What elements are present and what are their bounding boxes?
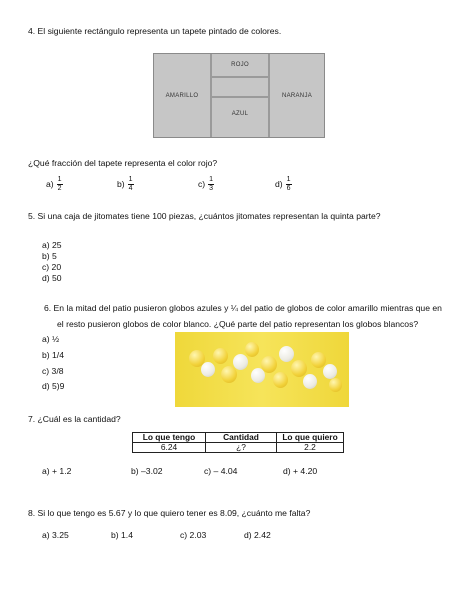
balloons-photo	[175, 332, 349, 407]
balloon	[273, 372, 288, 388]
q7-option-c[interactable]: c) – 4.04	[204, 466, 238, 476]
balloon	[329, 378, 342, 392]
q8-option-a[interactable]: a) 3.25	[42, 530, 69, 540]
q6-option-d[interactable]: d) 5)9	[42, 381, 65, 391]
rug-diagram	[153, 53, 325, 138]
option-letter: c)	[198, 178, 206, 189]
question-5-text: 5. Si una caja de jitomates tiene 100 piezas, ¿cuántos jitomates representan la quinta parte?	[28, 211, 381, 221]
q5-option-d[interactable]: d) 50	[42, 273, 62, 283]
table-header-cell: Lo que quiero	[277, 433, 344, 443]
balloon	[213, 348, 228, 364]
fraction: $\frac{1}{2}$	[57, 176, 62, 192]
table-cell: 2.2	[277, 443, 344, 453]
fraction: $\frac{1}{6}$	[286, 176, 291, 192]
q5-option-c[interactable]: c) 20	[42, 262, 62, 272]
q6-option-c[interactable]: c) 3/8	[42, 366, 64, 376]
rug-region-rojo: ROJO	[231, 62, 249, 68]
rug-divider-middle	[210, 96, 270, 98]
question-8-text: 8. Si lo que tengo es 5.67 y lo que quiero tener es 8.09, ¿cuánto me falta?	[28, 508, 311, 518]
q4-option-b[interactable]	[117, 176, 134, 193]
table-header-row	[133, 433, 344, 443]
question-4-text: 4. El siguiente rectángulo representa un tapete pintado de colores.	[28, 26, 282, 36]
q8-option-b[interactable]: b) 1.4	[111, 530, 133, 540]
q7-option-d[interactable]: d) + 4.20	[283, 466, 318, 476]
table-header-cell: Lo que tengo	[133, 433, 206, 443]
balloon	[233, 354, 248, 370]
option-letter: d)	[275, 178, 283, 189]
question-7-text: 7. ¿Cuál es la cantidad?	[28, 414, 121, 424]
q4-option-c[interactable]	[198, 176, 214, 193]
option-letter: b)	[117, 178, 125, 189]
question-4-prompt: ¿Qué fracción del tapete representa el color rojo?	[28, 158, 218, 168]
fraction: $\frac{1}{4}$	[128, 176, 133, 192]
table-row	[133, 443, 344, 453]
rug-region-amarillo: AMARILLO	[165, 92, 199, 99]
q5-option-a[interactable]: a) 25	[42, 240, 62, 250]
rug-region-azul: AZUL	[231, 111, 249, 117]
table-cell: ¿?	[206, 443, 277, 453]
question-6-line-2: el resto pusieron globos de color blanco. ¿Qué parte del patio representan los globos blancos?	[57, 319, 419, 329]
q7-option-b[interactable]: b) –3.02	[131, 466, 163, 476]
balloon	[291, 360, 307, 377]
q8-option-d[interactable]: d) 2.42	[244, 530, 271, 540]
option-letter: a)	[46, 178, 54, 189]
q6-option-a[interactable]: a) ½	[42, 334, 60, 344]
balloon	[221, 366, 237, 383]
balloon	[201, 362, 215, 377]
rug-region-naranja: NARANJA	[281, 92, 313, 99]
q8-option-c[interactable]: c) 2.03	[180, 530, 207, 540]
q7-option-a[interactable]: a) + 1.2	[42, 466, 72, 476]
table-cell: 6.24	[133, 443, 206, 453]
balloon	[261, 356, 277, 373]
balloon	[279, 346, 294, 362]
balloon	[303, 374, 317, 389]
q4-option-a[interactable]	[46, 176, 63, 193]
q4-option-d[interactable]	[275, 176, 292, 193]
q6-option-b[interactable]: b) 1/4	[42, 350, 64, 360]
fraction: $\frac{1}{3}$	[209, 176, 214, 192]
balloon	[245, 342, 259, 357]
balloon	[323, 364, 337, 379]
question-6-line-1: 6. En la mitad del patio pusieron globos azules y ¼ del patio de globos de color amarillo mientras que en	[44, 303, 442, 313]
quantity-table	[132, 432, 344, 453]
q5-option-b[interactable]: b) 5	[42, 251, 57, 261]
rug-divider-top	[210, 76, 270, 78]
table-header-cell: Cantidad	[206, 433, 277, 443]
